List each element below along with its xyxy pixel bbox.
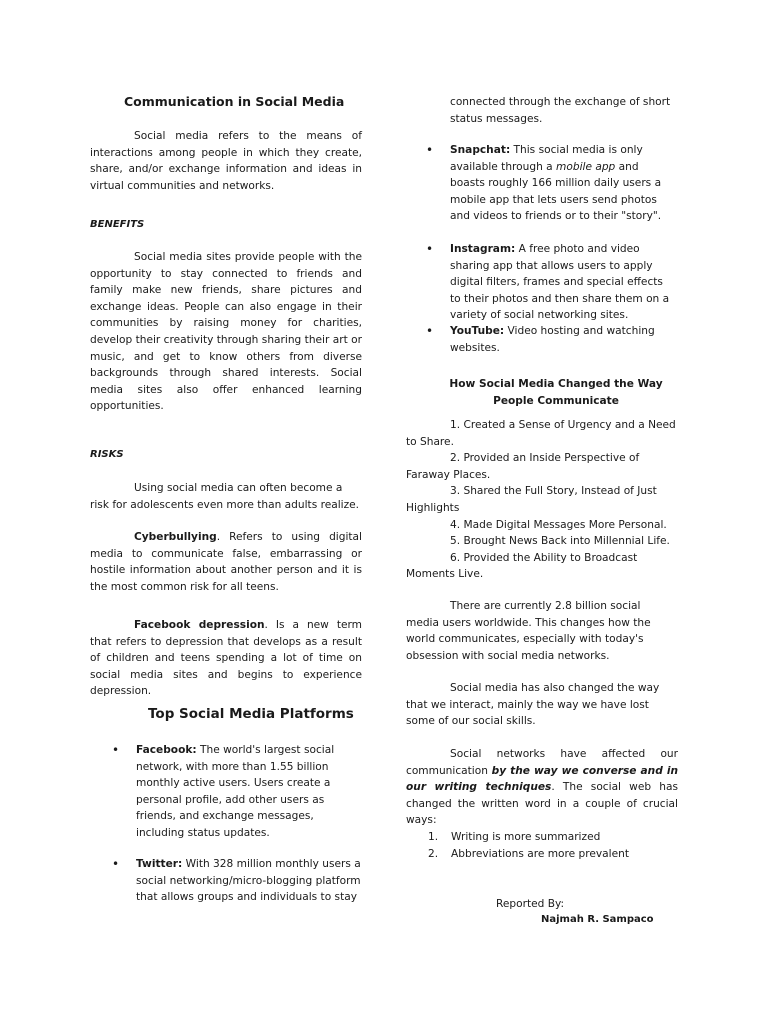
- snapchat-item: [450, 142, 676, 225]
- instagram-term: Instagram:: [450, 243, 516, 255]
- facebook-text: The world's largest social network, with more than 1.55 billion monthly active users. Users create a personal profile, add other users as friends, and exchange messages, including status updates.: [136, 744, 335, 839]
- ways-number: 1.: [428, 831, 439, 843]
- instagram-item: [450, 241, 676, 324]
- ways-number: 2.: [428, 848, 439, 860]
- facebook-item: [136, 742, 362, 842]
- change-item: 2. Provided an Inside Perspective of Faraway Places.: [406, 452, 640, 481]
- writing-emphasis: by the way we converse and in our writing techniques: [406, 764, 679, 794]
- change-item: 4. Made Digital Messages More Personal.: [450, 518, 667, 531]
- risks-paragraph: Using social media can often become a risk for adolescents even more than adults realize.: [90, 482, 360, 511]
- facebook-depression-term: Facebook depression: [134, 619, 265, 631]
- writing-text: Social networks have affected our communication: [406, 748, 678, 777]
- bullet-icon: •: [426, 143, 434, 157]
- changed-heading: How Social Media Changed the Way People Communicate: [449, 378, 663, 407]
- change-item: 1. Created a Sense of Urgency and a Need to Share.: [406, 419, 676, 448]
- users-paragraph: There are currently 2.8 billion social media users worldwide. This changes how the world communicates, especially with today's obsession with social media networks.: [406, 600, 651, 662]
- reporter-name: Najmah R. Sampaco: [541, 914, 654, 925]
- benefits-label: BENEFITS: [90, 219, 145, 230]
- twitter-item: [136, 856, 362, 906]
- change-item: 5. Brought News Back into Millennial Life.: [450, 535, 670, 548]
- youtube-text: Video hosting and watching websites.: [450, 325, 655, 354]
- ways-item: Abbreviations are more prevalent: [451, 848, 629, 860]
- youtube-item: [450, 323, 676, 356]
- youtube-term: YouTube:: [450, 325, 505, 337]
- snapchat-emphasis: mobile app: [556, 160, 616, 173]
- change-item: 3. Shared the Full Story, Instead of Just Highlights: [406, 485, 657, 514]
- twitter-term: Twitter:: [136, 858, 183, 870]
- intro-paragraph: Social media refers to the means of interactions among people in which they create, share, and/or exchange information and ideas in virtual communities and networks.: [90, 130, 362, 192]
- snapchat-text: This social media is only available through a: [450, 144, 643, 173]
- writing-text-2: . The social web has changed the written word in a couple of crucial ways:: [406, 781, 678, 827]
- cyberbullying-term: Cyberbullying: [134, 531, 217, 543]
- bullet-icon: •: [426, 242, 434, 256]
- benefits-paragraph: Social media sites provide people with the opportunity to stay connected to friends and family make new friends, share pictures and exchange ideas. People can also engage in their communities by raising money for charities, develop their creativity through sharing their art or music, and get to know others from diverse backgrounds through shared interests. Social media sites also offer enhanced learning opportunities.: [90, 251, 362, 413]
- bullet-icon: •: [426, 324, 434, 338]
- bullet-icon: •: [112, 857, 120, 871]
- facebook-term: Facebook:: [136, 744, 197, 756]
- interaction-paragraph: Social media has also changed the way that we interact, mainly the way we have lost some of our social skills.: [406, 682, 660, 728]
- ways-item: Writing is more summarized: [451, 831, 601, 843]
- facebook-depression-text: . Is a new term that refers to depression that develops as a result of children and teens spending a lot of time on social media sites and begins to experience depression.: [90, 619, 362, 698]
- risks-label: RISKS: [90, 449, 124, 460]
- cyberbullying-paragraph: [90, 529, 362, 595]
- snapchat-text-2: and boasts roughly 166 million daily users a mobile app that lets users send photos and videos to friends or to their "story".: [450, 160, 662, 223]
- cyberbullying-text: . Refers to using digital media to communicate false, embarrassing or hostile information about another person and it is the most common risk for all teens.: [90, 531, 362, 593]
- writing-paragraph: [406, 746, 678, 829]
- change-item: 6. Provided the Ability to Broadcast Moments Live.: [406, 551, 638, 581]
- changes-list: [406, 417, 676, 583]
- document-title: Communication in Social Media: [124, 94, 345, 109]
- platforms-heading: Top Social Media Platforms: [148, 706, 354, 722]
- bullet-icon: •: [112, 743, 120, 757]
- reported-by-label: Reported By:: [496, 898, 565, 910]
- twitter-continued: connected through the exchange of short status messages.: [450, 96, 671, 125]
- twitter-text: With 328 million monthly users a social networking/micro-blogging platform that allows groups and individuals to stay: [136, 858, 361, 904]
- snapchat-term: Snapchat:: [450, 144, 511, 156]
- instagram-text: A free photo and video sharing app that allows users to apply digital filters, frames and special effects to their photos and then share them on a variety of social networking sites.: [450, 243, 670, 322]
- facebook-depression-paragraph: [90, 617, 362, 700]
